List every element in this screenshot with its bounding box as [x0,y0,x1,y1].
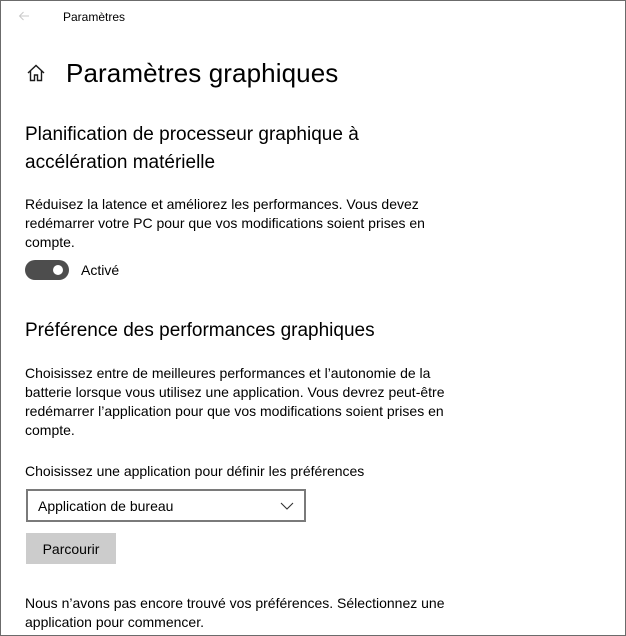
back-button[interactable] [11,5,37,27]
hags-toggle-row [25,260,119,280]
back-arrow-icon [18,11,30,21]
app-type-dropdown[interactable] [26,489,306,522]
title-bar [1,1,625,33]
window-title: Paramètres [63,10,126,24]
home-button[interactable] [25,62,47,84]
hags-description: Réduisez la latence et améliorez les performances. Vous devez redémarrer votre PC pour que vos modifications soient prises en compte. [25,196,425,250]
home-icon [26,63,46,83]
browse-button[interactable]: Parcourir [26,533,116,564]
hags-section-title: Planification de processeur graphique à accélération matérielle [25,124,359,173]
hags-toggle-label: Activé [81,262,120,278]
toggle-knob [53,265,63,275]
app-select-label: Choisissez une application pour définir les préférences [25,463,365,479]
hags-toggle-switch[interactable] [25,260,69,280]
page-title: Paramètres graphiques [66,57,339,88]
chevron-down-icon [279,501,295,511]
app-type-selected-value: Application de bureau [38,497,174,514]
page-header [25,57,338,89]
empty-preferences-message: Nous n’avons pas encore trouvé vos préférences. Sélectionnez une application pour commencer. [25,595,445,630]
perf-pref-description: Choisissez entre de meilleures performances et l’autonomie de la batterie lorsque vous utilisez une application. Vous devrez peut-être redémarrer l’application pour que vos modifications soient prises en compte. [25,365,445,438]
perf-pref-section-title: Préférence des performances graphiques [25,320,375,341]
